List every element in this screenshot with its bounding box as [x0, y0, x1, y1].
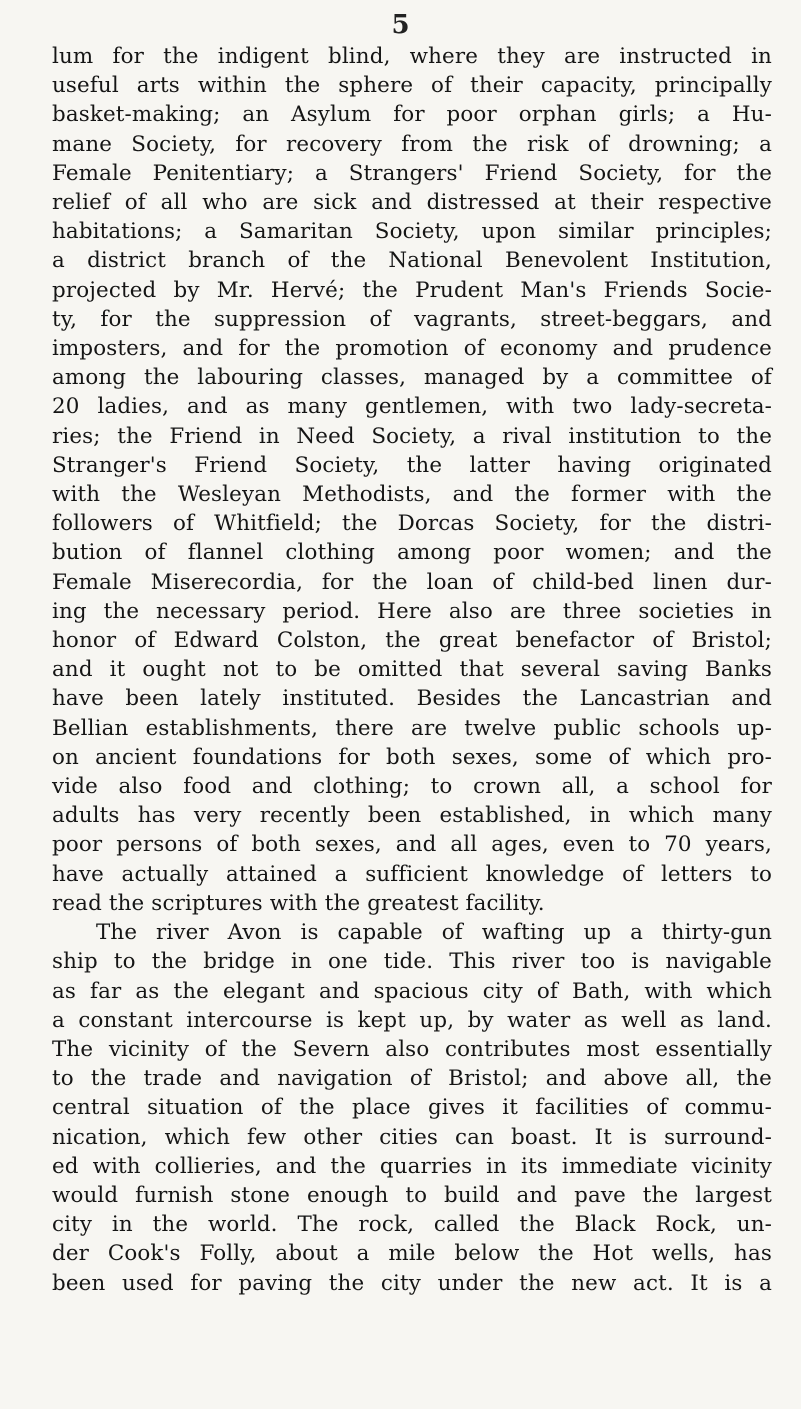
- text-line: useful arts within the sphere of their capacity, principally: [52, 73, 772, 99]
- text-line: read the scriptures with the greatest facility.: [52, 890, 545, 916]
- text-line: and it ought not to be omitted that several saving Banks: [52, 657, 772, 683]
- body-text: [52, 42, 772, 1298]
- text-line: lum for the indigent blind, where they are instructed in: [52, 44, 772, 69]
- text-line: adults has very recently been established, in which many: [52, 803, 772, 829]
- text-line: have been lately instituted. Besides the Lancastrian and: [52, 686, 772, 712]
- text-line: projected by Mr. Hervé; the Prudent Man's Friends Socie-: [52, 277, 772, 303]
- text-line: with the Wesleyan Methodists, and the former with the: [52, 482, 772, 508]
- text-line: vide also food and clothing; to crown all, a school for: [52, 774, 772, 800]
- text-line: Stranger's Friend Society, the latter having originated: [52, 452, 772, 478]
- page-number: 5: [391, 10, 410, 40]
- text-line: city in the world. The rock, called the Black Rock, un-: [52, 1212, 772, 1238]
- text-line: among the labouring classes, managed by a committee of: [52, 365, 772, 391]
- text-line: The vicinity of the Severn also contributes most essentially: [52, 1036, 772, 1062]
- text-line: a constant intercourse is kept up, by water as well as land.: [52, 1007, 772, 1033]
- text-line: on ancient foundations for both sexes, some of which pro-: [52, 744, 772, 770]
- text-line: imposters, and for the promotion of economy and prudence: [52, 336, 772, 362]
- text-line: nication, which few other cities can boast. It is surround-: [52, 1124, 772, 1150]
- text-line: would furnish stone enough to build and pave the largest: [52, 1182, 772, 1208]
- text-line: central situation of the place gives it facilities of commu-: [52, 1095, 772, 1121]
- text-line: honor of Edward Colston, the great benefactor of Bristol;: [52, 628, 772, 654]
- text-line: der Cook's Folly, about a mile below the Hot wells, has: [52, 1241, 772, 1267]
- text-line: as far as the elegant and spacious city of Bath, with which: [52, 978, 772, 1004]
- text-line: ship to the bridge in one tide. This river too is navigable: [52, 949, 772, 975]
- text-line: have actually attained a sufficient knowledge of letters to: [52, 861, 772, 887]
- text-line: ed with collieries, and the quarries in its immediate vicinity: [52, 1153, 772, 1179]
- text-line: habitations; a Samaritan Society, upon similar principles;: [52, 219, 772, 245]
- text-line: relief of all who are sick and distressed at their respective: [52, 190, 772, 216]
- text-line: poor persons of both sexes, and all ages, even to 70 years,: [52, 832, 772, 858]
- text-line: mane Society, for recovery from the risk of drowning; a: [52, 131, 772, 157]
- text-line: a district branch of the National Benevolent Institution,: [52, 248, 772, 274]
- text-line: The river Avon is capable of wafting up a thirty-gun: [96, 920, 772, 946]
- text-line: Female Miserecordia, for the loan of child-bed linen dur-: [52, 569, 772, 595]
- text-line: bution of flannel clothing among poor women; and the: [52, 540, 772, 566]
- text-line: ries; the Friend in Need Society, a rival institution to the: [52, 423, 772, 449]
- text-line: ing the necessary period. Here also are three societies in: [52, 598, 772, 624]
- text-line: to the trade and navigation of Bristol; and above all, the: [52, 1066, 772, 1092]
- text-line: 20 ladies, and as many gentlemen, with two lady-secreta-: [52, 394, 772, 420]
- text-line: ty, for the suppression of vagrants, street-beggars, and: [52, 306, 772, 332]
- text-line: Female Penitentiary; a Strangers' Friend Society, for the: [52, 160, 772, 186]
- text-line: been used for paving the city under the new act. It is a: [52, 1270, 772, 1296]
- text-line: Bellian establishments, there are twelve public schools up-: [52, 715, 772, 741]
- text-line: followers of Whitfield; the Dorcas Society, for the distri-: [52, 511, 772, 537]
- text-line: basket-making; an Asylum for poor orphan girls; a Hu-: [52, 102, 772, 128]
